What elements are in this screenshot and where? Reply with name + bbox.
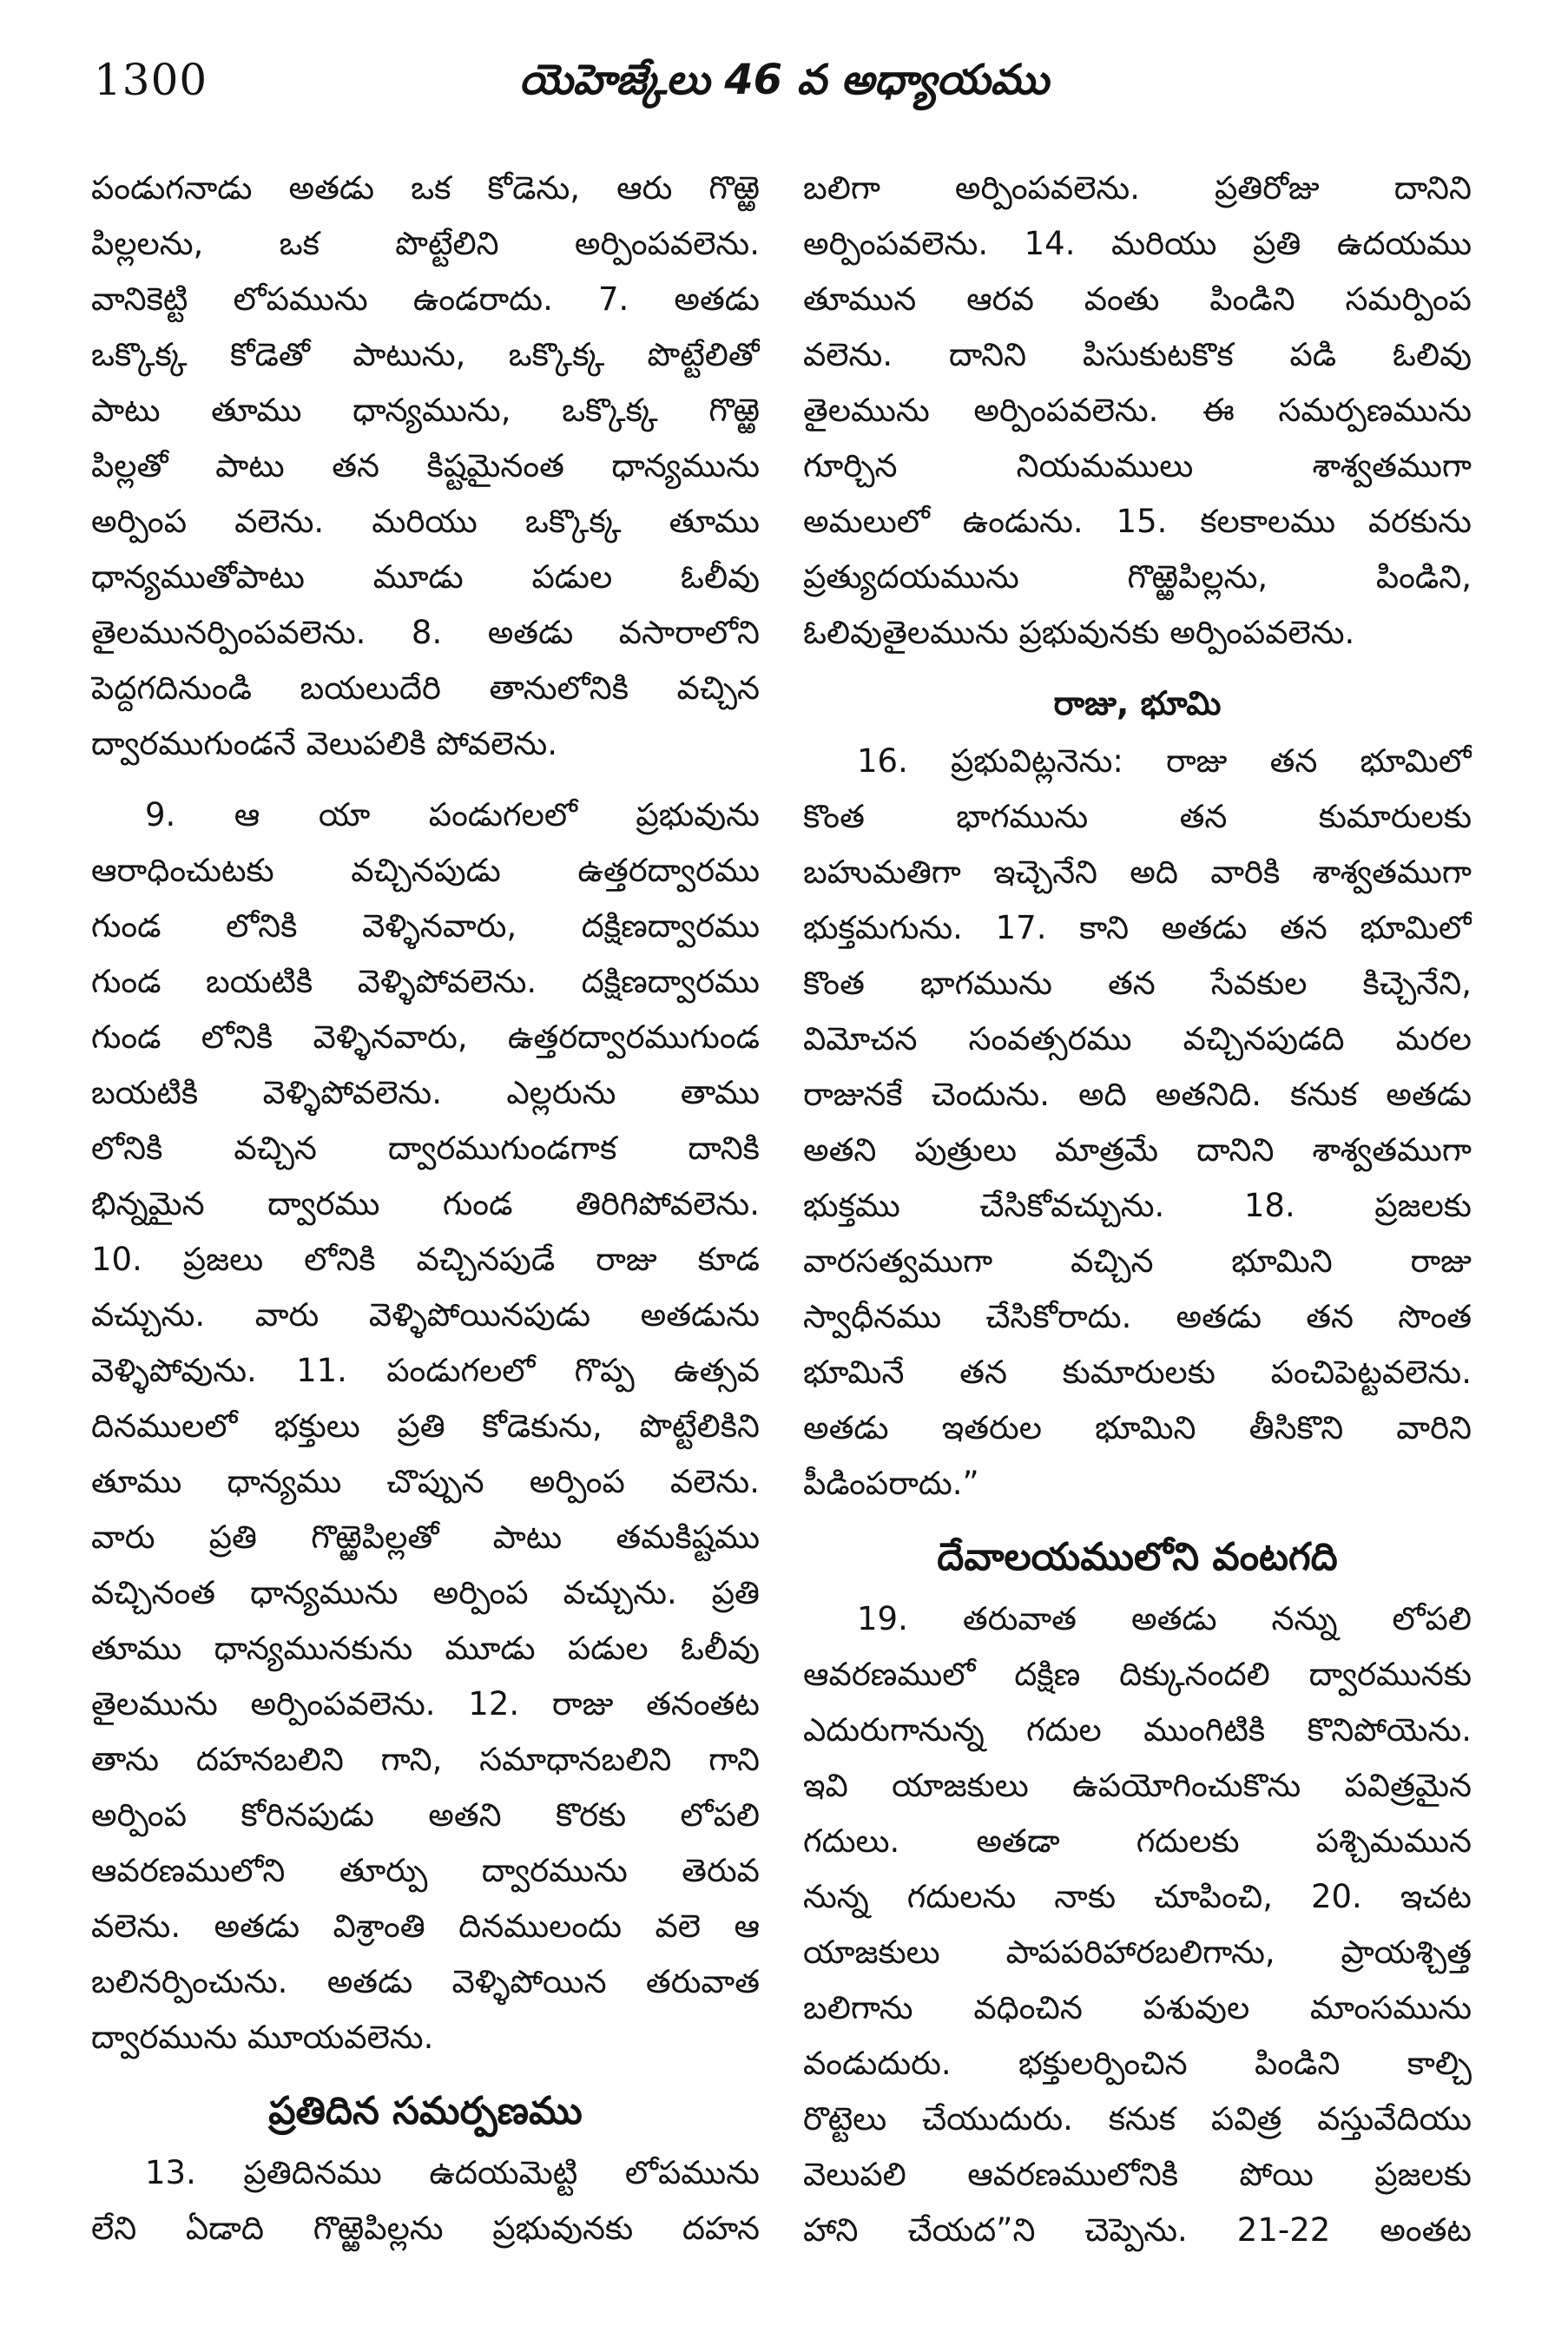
page-number: 1300	[94, 55, 208, 105]
text-line: గుండ బయటికి వెళ్ళిపోవలెను. దక్షిణద్వారము	[91, 963, 760, 1000]
text-line: అమలులో ఉండును. 15. కలకాలము వరకును	[803, 503, 1472, 540]
text-line: పిల్లతో పాటు తన కిష్టమైనంత ధాన్యమును	[91, 447, 760, 484]
text-line: వలెను. అతడు విశ్రాంతి దినములందు వలె ఆ	[91, 1907, 760, 1945]
paragraph	[91, 787, 760, 2065]
text-line: వారు ప్రతి గొఱ్ఱెపిల్లతో పాటు తమకిష్టము	[91, 1519, 760, 1556]
text-line: గుండ లోనికి వెళ్ళినవారు, ఉత్తరద్వారముగుండ	[91, 1018, 760, 1056]
text-line: నున్న గదులను నాకు చూపించి, 20. ఇచట	[803, 1878, 1472, 1915]
text-line: అర్పింప కోరినపుడు అతని కొరకు లోపలి	[91, 1796, 760, 1834]
text-line: బలినర్పించును. అతడు వెళ్ళిపోయిన తరువాత	[91, 1963, 760, 2000]
running-title: యెహెజ్కేలు 46 వ అధ్యాయము	[519, 56, 1049, 104]
text-line: వెలుపలి ఆవరణములోనికి పోయి ప్రజలకు	[803, 2156, 1472, 2193]
text-line: దినములలో భక్తులు ప్రతి కోడెకును, పొట్టేలికిని	[91, 1407, 760, 1445]
text-line: భూమినే తన కుమారులకు పంచిపెట్టవలెను.	[803, 1354, 1472, 1391]
text-line: వలెను. దానిని పిసుకుటకొక పడి ఓలివు	[803, 336, 1472, 373]
text-line: గుండ లోనికి వెళ్ళినవారు, దక్షిణద్వారము	[91, 907, 760, 945]
text-line: అతని పుత్రులు మాత్రమే దానిని శాశ్వతముగా	[803, 1131, 1472, 1169]
text-line: బలిగా అర్పింపవలెను. ప్రతిరోజు దానిని	[803, 169, 1472, 207]
paragraph	[91, 2145, 760, 2256]
text-line: తూము ధాన్యమునకును మూడు పడుల ఓలీవు	[91, 1630, 760, 1667]
paragraph	[803, 734, 1472, 1512]
text-line: పండుగనాడు అతడు ఒక కోడెను, ఆరు గొఱ్ఱె	[91, 169, 760, 207]
text-line: పిల్లలను, ఒక పొట్టేలిని అర్పింపవలెను.	[91, 225, 760, 262]
text-line: హాని చేయద”ని చెప్పెను. 21-22 అంతట	[803, 2211, 1472, 2249]
text-line: ధాన్యముతోపాటు మూడు పడుల ఓలీవు	[91, 558, 760, 596]
text-line: ఇవి యాజకులు ఉపయోగించుకొను పవిత్రమైన	[803, 1767, 1472, 1804]
paragraph	[803, 1591, 1472, 2258]
text-line: తైలమును అర్పింపవలెను. ఈ సమర్పణమును	[803, 392, 1472, 429]
text-line: భిన్నమైన ద్వారము గుండ తిరిగిపోవలెను.	[91, 1185, 760, 1222]
text-line: ద్వారముగుండనే వెలుపలికి పోవలెను.	[91, 725, 558, 762]
text-line: తాను దహనబలిని గాని, సమాధానబలిని గాని	[91, 1741, 760, 1778]
text-line: 13. ప్రతిదినము ఉదయమెట్టి లోపమును	[145, 2154, 760, 2191]
text-line: పెద్దగదినుండి బయలుదేరి తానులోనికి వచ్చిన	[91, 669, 760, 707]
text-line: తూము ధాన్యము చొప్పున అర్పింప వలెను.	[91, 1463, 760, 1500]
text-line: తైలమును అర్పింపవలెను. 12. రాజు తనంతట	[91, 1685, 760, 1723]
paragraph	[91, 161, 760, 772]
section-heading: దేవాలయములోని వంటగది	[937, 1535, 1338, 1579]
text-line: 10. ప్రజలు లోనికి వచ్చినపుడే రాజు కూడ	[91, 1241, 760, 1278]
text-line: 16. ప్రభువిట్లనెను: రాజు తన భూమిలో	[857, 742, 1472, 780]
text-line: ద్వారమును మూయవలెను.	[91, 2019, 434, 2056]
text-line: అర్పింప వలెను. మరియు ఒక్కొక్క తూము	[91, 503, 760, 540]
text-line: రొట్టెలు చేయుదురు. కనుక పవిత్ర వస్తువేదియు	[803, 2100, 1472, 2138]
text-line: అర్పింపవలెను. 14. మరియు ప్రతి ఉదయము	[803, 225, 1472, 262]
text-line: విమోచన సంవత్సరము వచ్చినపుడది మరల	[803, 1020, 1472, 1057]
section-heading: రాజు, భూమి	[1053, 684, 1222, 722]
text-line: అతడు ఇతరుల భూమిని తీసికొని వారిని	[803, 1409, 1472, 1446]
page-header	[0, 45, 1568, 115]
left-column	[91, 161, 760, 2256]
text-line: బహుమతిగా ఇచ్చెనేని అది వారికి శాశ్వతముగా	[803, 853, 1472, 891]
section-heading: ప్రతిదిన సమర్పణము	[268, 2089, 583, 2133]
text-line: వచ్చును. వారు వెళ్ళిపోయినపుడు అతడును	[91, 1296, 760, 1334]
text-line: ఆవరణములోని తూర్పు ద్వారమును తెరువ	[91, 1852, 760, 1889]
text-line: ఆవరణములో దక్షిణ దిక్కునందలి ద్వారమునకు	[803, 1656, 1472, 1693]
text-line: తూమున ఆరవ వంతు పిండిని సమర్పింప	[803, 280, 1472, 318]
text-line: ఎదురుగానున్న గదుల ముంగిటికి కొనిపోయెను.	[803, 1711, 1472, 1749]
text-line: తైలమునర్పింపవలెను. 8. అతడు వసారాలోని	[91, 614, 760, 651]
text-line: వానికెట్టి లోపమును ఉండరాదు. 7. అతడు	[91, 280, 760, 318]
text-line: యాజకులు పాపపరిహారబలిగాను, ప్రాయశ్చిత్త	[803, 1934, 1472, 1971]
text-line: భుక్తమగును. 17. కాని అతడు తన భూమిలో	[803, 909, 1472, 946]
text-line: బలిగాను వధించిన పశువుల మాంసమును	[803, 1989, 1472, 2026]
text-line: వండుదురు. భక్తులర్పించిన పిండిని కాల్చి	[803, 2045, 1472, 2082]
text-line: 19. తరువాత అతడు నన్ను లోపలి	[857, 1600, 1472, 1637]
text-line: గూర్చిన నియమములు శాశ్వతముగా	[803, 447, 1472, 484]
text-line: లేని ఏడాది గొఱ్ఱెపిల్లను ప్రభువునకు దహన	[91, 2210, 760, 2247]
text-line: 9. ఆ యా పండుగలలో ప్రభువును	[145, 796, 760, 833]
text-line: బయటికి వెళ్ళిపోవలెను. ఎల్లరును తాము	[91, 1074, 760, 1111]
text-line: గదులు. అతడా గదులకు పశ్చిమమున	[803, 1822, 1472, 1860]
text-line: పీడింపరాదు.”	[803, 1465, 979, 1502]
text-line: కొంత భాగమును తన సేవకుల కిచ్చెనేని,	[803, 965, 1472, 1002]
text-line: కొంత భాగమును తన కుమారులకు	[803, 798, 1472, 835]
text-line: వారసత్వముగా వచ్చిన భూమిని రాజు	[803, 1242, 1472, 1280]
text-line: లోనికి వచ్చిన ద్వారముగుండగాక దానికి	[91, 1130, 760, 1167]
paragraph	[803, 161, 1472, 661]
text-line: పాటు తూము ధాన్యమును, ఒక్కొక్క గొఱ్ఱె	[91, 392, 760, 429]
text-line: వచ్చినంత ధాన్యమును అర్పింప వచ్చును. ప్రతి	[91, 1574, 760, 1611]
text-line: స్వాధీనము చేసికోరాదు. అతడు తన సొంత	[803, 1298, 1472, 1335]
text-line: భుక్తము చేసికోవచ్చును. 18. ప్రజలకు	[803, 1187, 1472, 1224]
text-line: రాజునకే చెందును. అది అతనిది. కనుక అతడు	[803, 1076, 1472, 1113]
text-line: వెళ్ళిపోవును. 11. పండుగలలో గొప్ప ఉత్సవ	[91, 1352, 760, 1389]
text-line: ఒక్కొక్క కోడెతో పాటును, ఒక్కొక్క పొట్టేలితో	[91, 336, 760, 373]
text-line: ఆరాధించుటకు వచ్చినపుడు ఉత్తరద్వారము	[91, 852, 760, 889]
text-line: ఓలివుతైలమును ప్రభువునకు అర్పింపవలెను.	[803, 614, 1355, 651]
text-line: ప్రత్యుదయమును గొఱ్ఱెపిల్లను, పిండిని,	[803, 558, 1472, 596]
right-column	[803, 161, 1472, 2258]
